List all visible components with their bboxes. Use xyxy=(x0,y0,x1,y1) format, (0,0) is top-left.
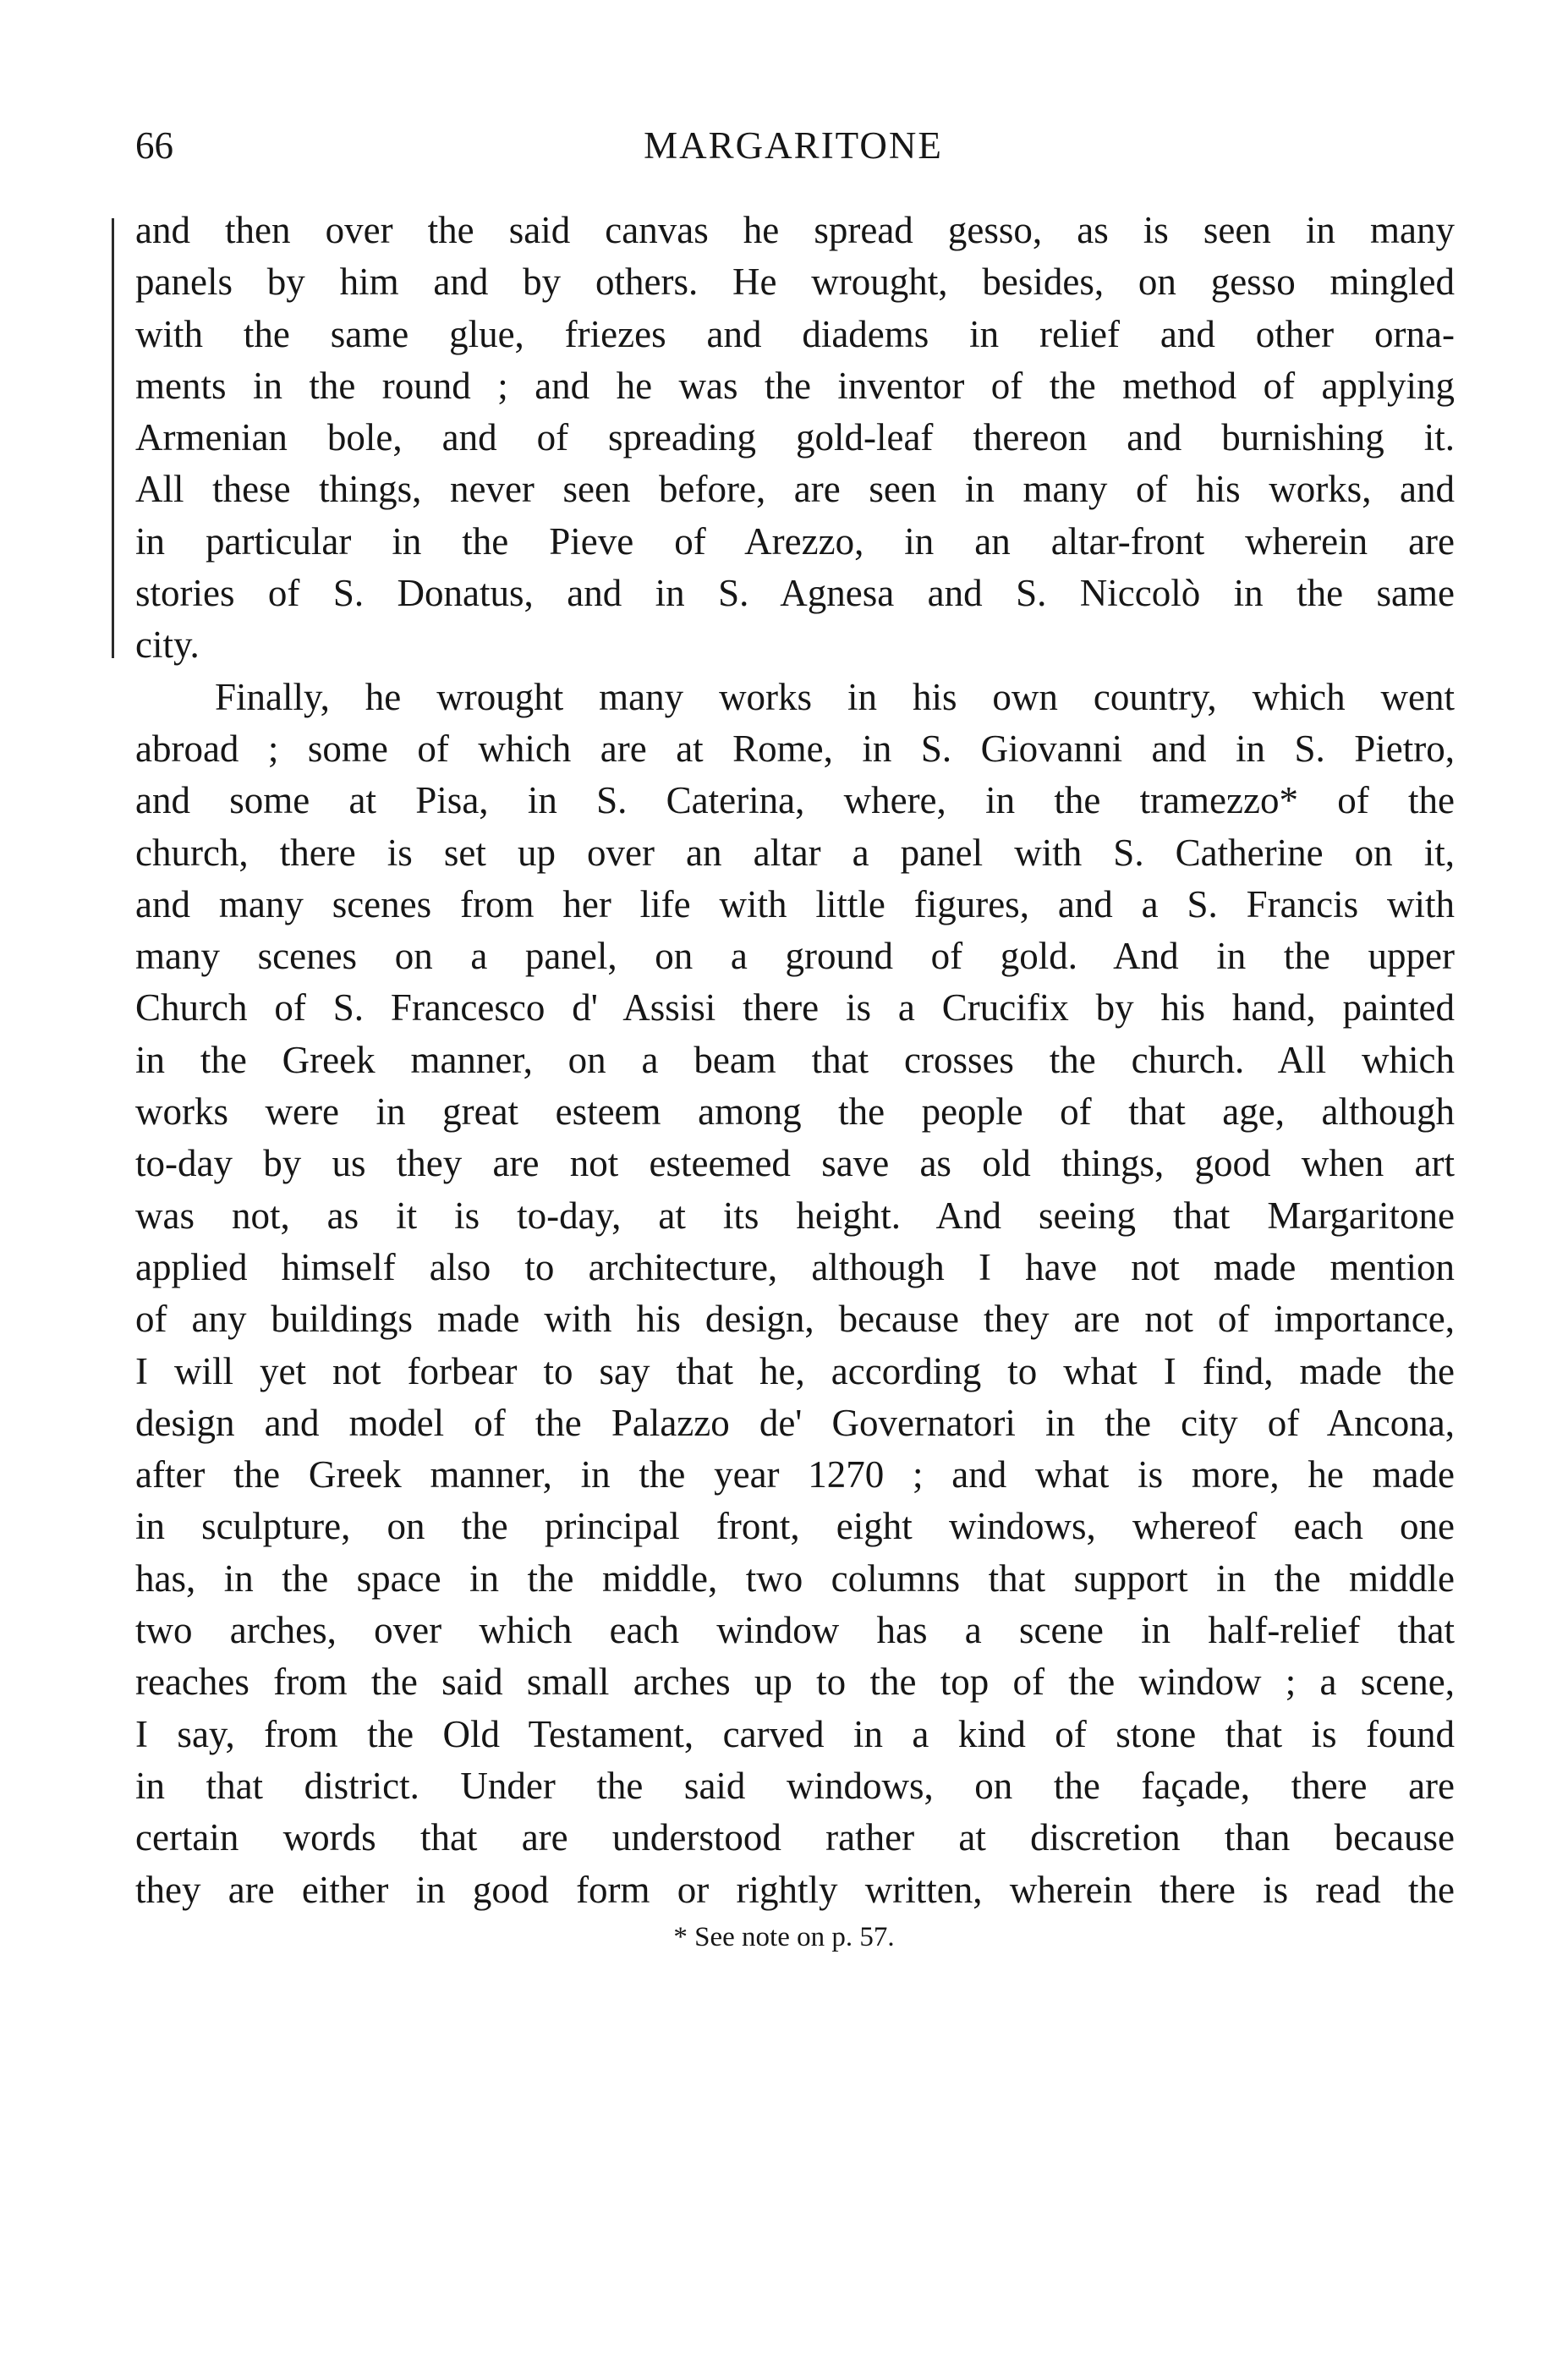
text-line: in sculpture, on the principal front, eight windows, whereof each one xyxy=(135,1505,1455,1548)
running-title: MARGARITONE xyxy=(644,124,943,167)
text-line: to-day by us they are not esteemed save as old things, good when art xyxy=(135,1142,1455,1185)
text-line: they are either in good form or rightly written, wherein there is read the xyxy=(135,1868,1455,1911)
text-line: certain words that are understood rather at discretion than because xyxy=(135,1816,1455,1859)
text-line: and some at Pisa, in S. Caterina, where, in the tramezzo* of the xyxy=(135,779,1455,822)
paragraph-2 xyxy=(135,672,1455,1916)
text-line: works were in great esteem among the people of that age, although xyxy=(135,1090,1455,1134)
text-line: in particular in the Pieve of Arezzo, in an altar-front wherein are xyxy=(135,519,1455,563)
text-line: Finally, he wrought many works in his own country, which went xyxy=(215,675,1455,718)
text-line: church, there is set up over an altar a panel with S. Catherine on it, xyxy=(135,831,1455,874)
text-line: ments in the round ; and he was the inventor of the method of applying xyxy=(135,364,1455,407)
text-line: and many scenes from her life with little figures, and a S. Francis with xyxy=(135,882,1455,925)
text-line: stories of S. Donatus, and in S. Agnesa and S. Niccolò in the same xyxy=(135,572,1455,615)
body-text xyxy=(135,205,1455,1916)
text-line: I say, from the Old Testament, carved in a kind of stone that is found xyxy=(135,1712,1455,1755)
paragraph-1 xyxy=(135,205,1455,672)
text-line: Armenian bole, and of spreading gold-leaf thereon and burnishing it. xyxy=(135,416,1455,459)
text-line: All these things, never seen before, are seen in many of his works, and xyxy=(135,468,1455,511)
text-line: has, in the space in the middle, two columns that support in the middle xyxy=(135,1557,1455,1600)
text-line: reaches from the said small arches up to the top of the window ; a scene, xyxy=(135,1661,1455,1704)
text-line: of any buildings made with his design, because they are not of importance, xyxy=(135,1298,1455,1341)
text-line: with the same glue, friezes and diadems in relief and other orna- xyxy=(135,312,1455,355)
page-number: 66 xyxy=(135,124,173,167)
footnote: * See note on p. 57. xyxy=(673,1922,895,1952)
text-line: after the Greek manner, in the year 1270 ; and what is more, he made xyxy=(135,1453,1455,1496)
text-line: panels by him and by others. He wrought, besides, on gesso mingled xyxy=(135,261,1455,304)
text-line: city. xyxy=(135,623,200,667)
text-line: two arches, over which each window has a scene in half-relief that xyxy=(135,1609,1455,1652)
text-line: many scenes on a panel, on a ground of gold. And in the upper xyxy=(135,935,1455,978)
text-line: was not, as it is to-day, at its height. And seeing that Margaritone xyxy=(135,1194,1455,1237)
text-line: abroad ; some of which are at Rome, in S. Giovanni and in S. Pietro, xyxy=(135,727,1455,770)
text-line: in that district. Under the said windows, on the façade, there are xyxy=(135,1764,1455,1807)
text-line: Church of S. Francesco d' Assisi there is a Crucifix by his hand, painted xyxy=(135,986,1455,1030)
text-line: in the Greek manner, on a beam that crosses the church. All which xyxy=(135,1038,1455,1081)
page-header xyxy=(134,120,1453,179)
text-line: I will yet not forbear to say that he, according to what I find, made the xyxy=(135,1349,1455,1392)
text-line: applied himself also to architecture, although I have not made mention xyxy=(135,1245,1455,1288)
text-line: design and model of the Palazzo de' Governatori in the city of Ancona, xyxy=(135,1401,1455,1444)
margin-bracket-mark xyxy=(112,218,119,658)
text-line: and then over the said canvas he spread gesso, as is seen in many xyxy=(135,209,1455,251)
